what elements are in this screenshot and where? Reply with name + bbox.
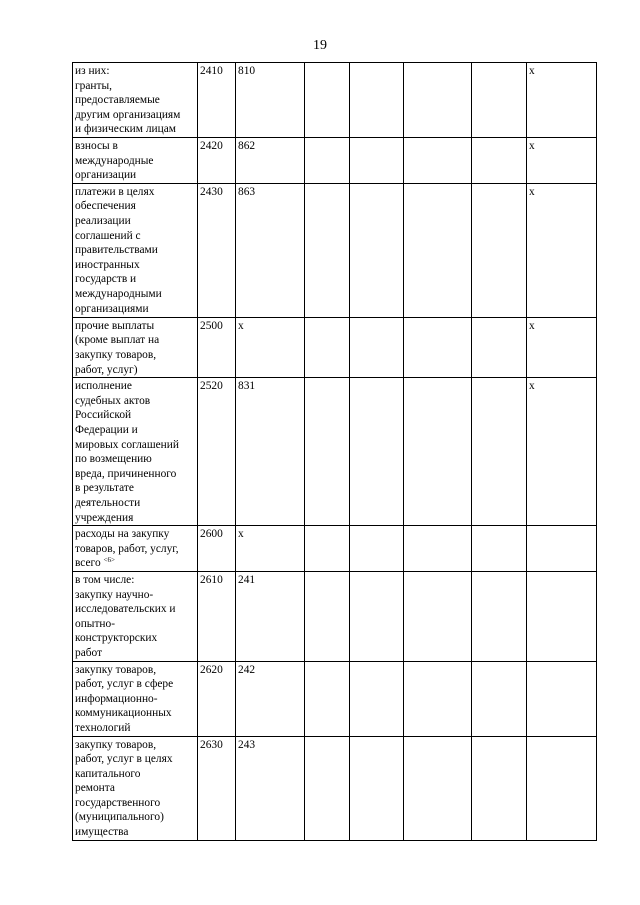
row-name-line: прочие выплаты [75, 319, 155, 332]
row-name-line: исполнение [75, 380, 132, 393]
row-name-cell [73, 661, 198, 736]
line-code-cell: 2420 [198, 138, 236, 184]
empty-value-cell [472, 378, 527, 526]
row-name-line: учреждения [75, 511, 134, 524]
line-code-cell: 2410 [198, 63, 236, 138]
empty-value-cell [305, 63, 350, 138]
kosgu-cell: 241 [236, 571, 305, 661]
line-code-cell: 2620 [198, 661, 236, 736]
line-code-cell: 2630 [198, 736, 236, 840]
row-name-line: платежи в целях [75, 185, 155, 198]
empty-value-cell [305, 526, 350, 572]
row-name-line: Российской [75, 409, 132, 422]
row-name-line: капитального [75, 767, 141, 780]
kosgu-cell: х [236, 317, 305, 377]
table-row [73, 571, 597, 661]
row-name-line: закупку научно- [75, 588, 154, 601]
empty-value-cell [404, 183, 472, 317]
empty-value-cell [472, 661, 527, 736]
row-name-line: ремонта [75, 782, 115, 795]
last-column-cell: х [527, 378, 597, 526]
empty-value-cell [305, 571, 350, 661]
row-name-line: организациями [75, 302, 149, 315]
empty-value-cell [305, 138, 350, 184]
row-name-line: работ, услуг в целях [75, 753, 173, 766]
empty-value-cell [350, 317, 404, 377]
empty-value-cell [472, 736, 527, 840]
row-name-line: обеспечения [75, 200, 136, 213]
empty-value-cell [472, 183, 527, 317]
row-name-cell [73, 526, 198, 572]
empty-value-cell [472, 63, 527, 138]
line-code-cell: 2600 [198, 526, 236, 572]
kosgu-cell: 831 [236, 378, 305, 526]
kosgu-cell: 862 [236, 138, 305, 184]
row-name-line: имущества [75, 826, 129, 839]
row-name-cell [73, 183, 198, 317]
empty-value-cell [350, 571, 404, 661]
row-name-line: работ [75, 646, 103, 659]
row-name-line: международные [75, 154, 154, 167]
empty-value-cell [404, 571, 472, 661]
row-name-line: (кроме выплат на [75, 334, 160, 347]
row-name-line: в том числе: [75, 573, 135, 586]
row-name-line: из них: [75, 65, 110, 77]
table-row [73, 138, 597, 184]
empty-value-cell [472, 317, 527, 377]
row-name-line: организации [75, 169, 137, 182]
empty-value-cell [350, 526, 404, 572]
table-row [73, 661, 597, 736]
row-name-line: деятельности [75, 496, 141, 509]
row-name-line: всего [75, 557, 101, 570]
row-name-line: работ, услуг в сфере [75, 678, 174, 691]
empty-value-cell [404, 526, 472, 572]
empty-value-cell [472, 526, 527, 572]
last-column-cell: х [527, 63, 597, 138]
row-name-line: закупку товаров, [75, 738, 157, 751]
empty-value-cell [404, 138, 472, 184]
table-row [73, 378, 597, 526]
empty-value-cell [350, 378, 404, 526]
row-name-line: реализации [75, 214, 131, 227]
row-name-cell [73, 736, 198, 840]
kosgu-cell: 243 [236, 736, 305, 840]
empty-value-cell [305, 183, 350, 317]
page-number: 19 [313, 38, 327, 53]
row-name-line: коммуникационных [75, 707, 172, 720]
row-name-line: товаров, работ, услуг, [75, 542, 179, 555]
empty-value-cell [305, 736, 350, 840]
empty-value-cell [350, 736, 404, 840]
row-name-line: и физическим лицам [75, 123, 176, 136]
row-name-line: опытно- [75, 617, 116, 630]
last-column-cell [527, 661, 597, 736]
kosgu-cell: х [236, 526, 305, 572]
table-row [73, 736, 597, 840]
last-column-cell [527, 736, 597, 840]
empty-value-cell [350, 661, 404, 736]
footnote-ref: <6> [103, 556, 115, 565]
last-column-cell: х [527, 317, 597, 377]
last-column-cell [527, 526, 597, 572]
row-name-line: предоставляемые [75, 94, 160, 107]
row-name-line: мировых соглашений [75, 438, 179, 451]
empty-value-cell [404, 378, 472, 526]
empty-value-cell [350, 183, 404, 317]
financial-table [72, 62, 597, 841]
row-name-line: в результате [75, 482, 134, 495]
table-row [73, 63, 597, 138]
kosgu-cell: 863 [236, 183, 305, 317]
row-name-line: информационно- [75, 692, 158, 705]
row-name-line: государственного [75, 796, 161, 809]
row-name-line: другим организациям [75, 108, 181, 121]
line-code-cell: 2610 [198, 571, 236, 661]
row-name-line: по возмещению [75, 453, 152, 466]
empty-value-cell [472, 571, 527, 661]
row-name-line: взносы в [75, 140, 118, 152]
row-name-line: гранты, [75, 79, 112, 92]
row-name-line: (муниципального) [75, 811, 164, 824]
empty-value-cell [404, 661, 472, 736]
empty-value-cell [404, 736, 472, 840]
row-name-line: соглашений с [75, 229, 141, 242]
empty-value-cell [305, 378, 350, 526]
empty-value-cell [404, 317, 472, 377]
row-name-line: расходы на закупку [75, 528, 170, 541]
kosgu-cell: 810 [236, 63, 305, 138]
table-row [73, 317, 597, 377]
empty-value-cell [472, 138, 527, 184]
last-column-cell: х [527, 183, 597, 317]
empty-value-cell [350, 63, 404, 138]
row-name-cell [73, 138, 198, 184]
row-name-line: Федерации и [75, 423, 138, 436]
row-name-line: международными [75, 287, 162, 300]
row-name-line: конструкторских [75, 632, 158, 645]
empty-value-cell [404, 63, 472, 138]
line-code-cell: 2430 [198, 183, 236, 317]
line-code-cell: 2520 [198, 378, 236, 526]
empty-value-cell [350, 138, 404, 184]
row-name-line: закупку товаров, [75, 663, 157, 676]
row-name-line: правительствами [75, 244, 158, 257]
row-name-line: работ, услуг) [75, 363, 138, 376]
empty-value-cell [305, 661, 350, 736]
last-column-cell [527, 571, 597, 661]
kosgu-cell: 242 [236, 661, 305, 736]
row-name-cell [73, 317, 198, 377]
row-name-line: вреда, причиненного [75, 467, 177, 480]
empty-value-cell [305, 317, 350, 377]
row-name-line: технологий [75, 721, 131, 734]
row-name-line: государств и [75, 273, 137, 286]
last-column-cell: х [527, 138, 597, 184]
row-name-line: закупку товаров, [75, 348, 157, 361]
row-name-cell [73, 63, 198, 138]
table-row [73, 526, 597, 572]
row-name-line: исследовательских и [75, 603, 176, 616]
row-name-cell [73, 571, 198, 661]
line-code-cell: 2500 [198, 317, 236, 377]
row-name-cell [73, 378, 198, 526]
table-row [73, 183, 597, 317]
row-name-line: судебных актов [75, 394, 151, 407]
row-name-line: иностранных [75, 258, 140, 271]
